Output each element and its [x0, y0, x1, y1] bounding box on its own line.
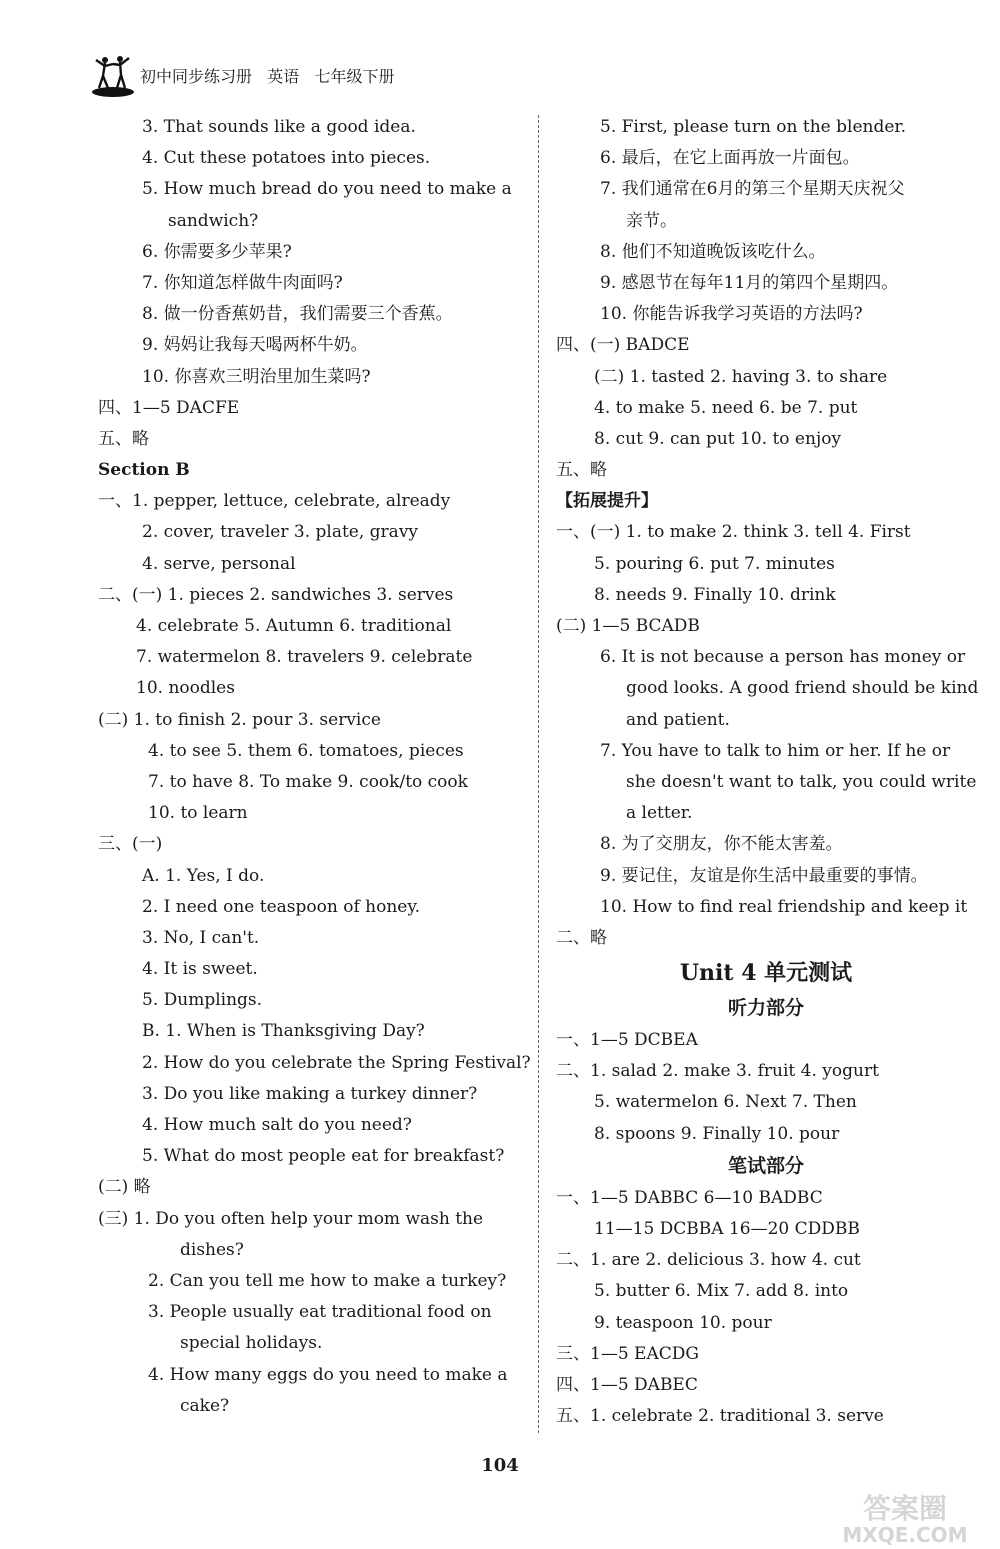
answer-line: 7. watermelon 8. travelers 9. celebrate: [136, 647, 473, 668]
answer-line: 五、1. celebrate 2. traditional 3. serve: [556, 1406, 884, 1427]
answer-line: 4. celebrate 5. Autumn 6. traditional: [136, 616, 452, 636]
answer-line: 一、1—5 DABBC 6—10 BADBC: [556, 1187, 823, 1208]
answer-line: 8. cut 9. can put 10. to enjoy: [594, 428, 842, 449]
answer-line: 10. How to find real friendship and keep it: [600, 896, 968, 917]
watermark-top: 答案圈: [862, 1492, 948, 1525]
answer-line: 五、略: [98, 428, 149, 449]
answer-line: 亲节。: [626, 210, 677, 231]
section-subheading: 笔试部分: [727, 1154, 804, 1177]
answer-line: 5. butter 6. Mix 7. add 8. into: [594, 1281, 849, 1302]
answer-line: 2. How do you celebrate the Spring Festival?: [142, 1052, 531, 1073]
answer-line: 4. Cut these potatoes into pieces.: [142, 148, 431, 169]
watermark-bottom: MXQE.COM: [842, 1523, 968, 1546]
answer-line: she doesn't want to talk, you could write: [626, 771, 977, 792]
answer-line: 6. It is not because a person has money or: [600, 647, 966, 668]
answer-line: 二、略: [556, 927, 607, 948]
answer-line: 2. I need one teaspoon of honey.: [142, 896, 421, 917]
answer-line: 5. watermelon 6. Next 7. Then: [594, 1092, 857, 1113]
answer-line: 5. How much bread do you need to make a: [142, 179, 512, 200]
answer-line: 【拓展提升】: [556, 491, 658, 512]
answer-line: 11—15 DCBBA 16—20 CDDBB: [594, 1219, 860, 1239]
answer-line: 2. cover, traveler 3. plate, gravy: [142, 522, 419, 543]
answer-line: Section B: [98, 460, 190, 481]
answer-line: 7. 你知道怎样做牛肉面吗?: [142, 272, 343, 293]
answer-line: special holidays.: [180, 1333, 323, 1354]
answer-line: 5. What do most people eat for breakfast?: [142, 1146, 505, 1167]
header-title: 初中同步练习册 英语 七年级下册: [140, 67, 395, 86]
right-column: [556, 112, 979, 1432]
answer-line: 3. People usually eat traditional food on: [148, 1302, 492, 1323]
answer-line: 9. teaspoon 10. pour: [594, 1312, 772, 1333]
answer-line: good looks. A good friend should be kind: [626, 678, 979, 699]
answer-line: 9. 要记住，友谊是你生活中最重要的事情。: [600, 865, 928, 886]
answer-line: 10. 你能告诉我学习英语的方法吗?: [600, 304, 863, 325]
dancers-logo-icon: [90, 52, 136, 98]
answer-line: a letter.: [626, 803, 693, 824]
answer-line: 10. 你喜欢三明治里加生菜吗?: [142, 366, 371, 387]
answer-line: B. 1. When is Thanksgiving Day?: [142, 1021, 425, 1042]
section-subheading: 听力部分: [727, 997, 804, 1020]
left-column: [98, 112, 531, 1422]
answer-line: 四、1—5 DACFE: [98, 397, 240, 418]
answer-line: 4. It is sweet.: [142, 959, 258, 980]
answer-line: (三) 1. Do you often help your mom wash the: [98, 1208, 484, 1229]
answer-line: cake?: [180, 1395, 230, 1416]
section-heading: Unit 4 单元测试: [679, 960, 853, 987]
answer-line: 10. to learn: [148, 803, 248, 824]
answer-line: 3. No, I can't.: [142, 927, 260, 948]
answer-line: 一、1. pepper, lettuce, celebrate, already: [98, 491, 451, 512]
answer-line: (二) 略: [98, 1177, 151, 1198]
answer-line: 5. pouring 6. put 7. minutes: [594, 553, 835, 574]
answer-line: 四、(一) BADCE: [556, 335, 690, 356]
answer-line: A. 1. Yes, I do.: [142, 865, 265, 886]
answer-line: 2. Can you tell me how to make a turkey?: [148, 1270, 507, 1291]
answer-line: 三、(一): [98, 834, 163, 855]
answer-line: (二) 1. to finish 2. pour 3. service: [98, 709, 381, 730]
answer-line: 3. That sounds like a good idea.: [142, 117, 416, 137]
answer-line: (二) 1—5 BCADB: [556, 616, 700, 636]
answer-line: 五、略: [556, 460, 607, 481]
answer-line: 10. noodles: [136, 678, 235, 699]
answer-line: 7. to have 8. To make 9. cook/to cook: [148, 771, 468, 792]
answer-line: 3. Do you like making a turkey dinner?: [142, 1083, 478, 1104]
answer-line: 7. 我们通常在6月的第三个星期天庆祝父: [600, 179, 905, 200]
page-number: 104: [481, 1455, 519, 1476]
answer-line: 二、1. are 2. delicious 3. how 4. cut: [556, 1250, 861, 1271]
answer-line: 9. 妈妈让我每天喝两杯牛奶。: [142, 335, 368, 356]
answer-line: 8. spoons 9. Finally 10. pour: [594, 1123, 840, 1144]
answer-line: 8. 做一份香蕉奶昔，我们需要三个香蕉。: [142, 304, 453, 325]
answer-line: 一、1—5 DCBEA: [556, 1030, 698, 1051]
answer-line: 4. to make 5. need 6. be 7. put: [594, 397, 858, 418]
answer-line: 4. How much salt do you need?: [142, 1115, 412, 1135]
answer-line: 三、1—5 EACDG: [556, 1343, 699, 1364]
answer-line: 5. First, please turn on the blender.: [600, 117, 907, 137]
answer-line: 一、(一) 1. to make 2. think 3. tell 4. First: [556, 522, 911, 543]
answer-line: 9. 感恩节在每年11月的第四个星期四。: [600, 272, 899, 293]
answer-line: 5. Dumplings.: [142, 990, 263, 1011]
answer-line: 6. 最后，在它上面再放一片面包。: [600, 148, 860, 169]
answer-line: 二、1. salad 2. make 3. fruit 4. yogurt: [556, 1061, 879, 1082]
answer-line: 7. You have to talk to him or her. If he or: [600, 740, 951, 761]
answer-line: 二、(一) 1. pieces 2. sandwiches 3. serves: [98, 584, 454, 605]
answer-line: 6. 你需要多少苹果?: [142, 241, 292, 262]
answer-line: 4. How many eggs do you need to make a: [148, 1364, 508, 1385]
answer-line: and patient.: [626, 709, 730, 730]
watermark-logo: [820, 1488, 990, 1546]
column-divider: [538, 115, 539, 1433]
answer-line: sandwich?: [168, 210, 259, 231]
answer-line: 8. needs 9. Finally 10. drink: [594, 584, 836, 605]
answer-line: 四、1—5 DABEC: [556, 1374, 698, 1395]
answer-line: dishes?: [180, 1239, 244, 1260]
answer-line: 4. to see 5. them 6. tomatoes, pieces: [148, 740, 464, 761]
answer-line: 8. 为了交朋友，你不能太害羞。: [600, 834, 843, 855]
answer-line: (二) 1. tasted 2. having 3. to share: [594, 366, 888, 387]
answer-line: 4. serve, personal: [142, 553, 296, 574]
page-header: [90, 52, 510, 102]
answer-line: 8. 他们不知道晚饭该吃什么。: [600, 241, 826, 262]
